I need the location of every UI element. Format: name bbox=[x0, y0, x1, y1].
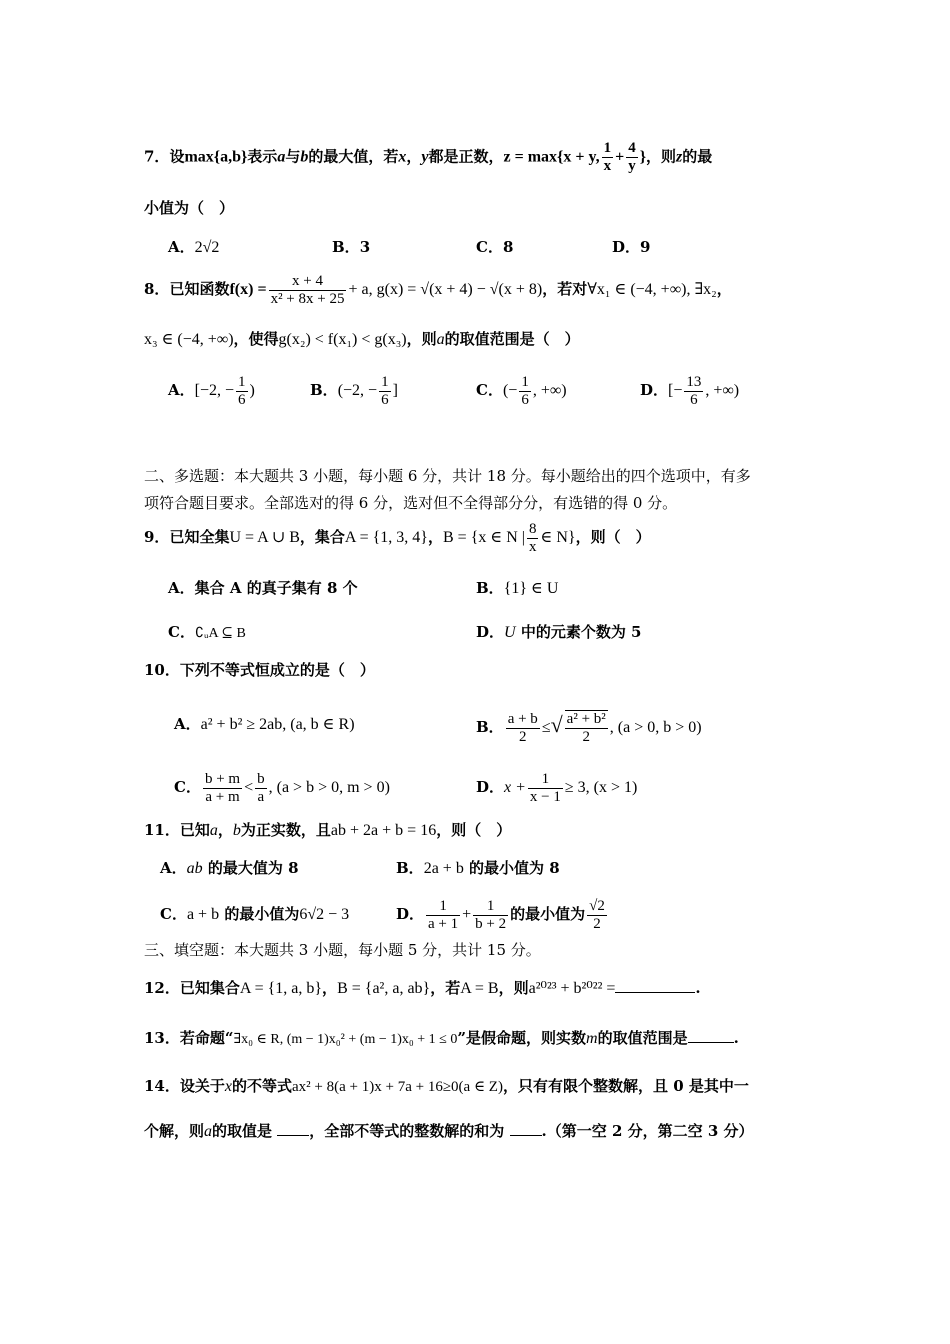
q7-math: a bbox=[277, 148, 286, 166]
q10-option-b: B． $\frac{a + b}{2}$ ≤√ $\frac{\text{a² + b²}}{2}$ , (a > 0, b > 0) bbox=[476, 710, 702, 745]
q8-option-a: A．[−2, − $\frac{1}{6}$ ) bbox=[168, 373, 255, 408]
q10-option-c: C． $\frac{b + m}{a + m}$ < $\frac{b}{a}$ , (a > b > 0, m > 0) bbox=[174, 770, 390, 805]
q10-option-d: D．x + $\frac{1}{x - 1}$ ≥ 3, (x > 1) bbox=[476, 770, 638, 805]
sqrt-icon: √ bbox=[550, 712, 563, 737]
q8-math: f(x) = bbox=[229, 281, 267, 298]
q7-option-d: D．9 bbox=[612, 238, 651, 256]
q7-option-b: B．3 bbox=[332, 238, 371, 256]
q11-option-a: A．ab 的最大值为 8 bbox=[160, 859, 299, 877]
q8-math: x₃ ∈ (−4, +∞) bbox=[144, 331, 234, 348]
q8-option-d: D．[− $\frac{13}{6}$ , +∞) bbox=[640, 373, 740, 408]
q7-text: 的最 bbox=[682, 147, 713, 166]
q13-line: 13．若命题“∃x₀ ∈ R, (m − 1)x₀² + (m − 1)x₀ + 1 ≤ 0”是假命题，则实数m的取值范围是 . bbox=[144, 1029, 739, 1047]
q7-fraction: $\frac{4}{y}$ bbox=[628, 140, 636, 174]
q9-math: U = A ∪ B bbox=[229, 529, 300, 546]
q8-number: 8． bbox=[144, 280, 170, 298]
section2-heading-cont: 项符合题目要求。全部选对的得 6 分，选对但不全得部分分，有选错的得 0 分。 bbox=[144, 494, 678, 512]
q11-line1: 11．已知a，b为正实数，且ab + 2a + b = 16，则（ ） bbox=[144, 821, 512, 839]
q8-fraction: $\frac{x + 4}{\text{x² + 8x + 25}}$ bbox=[270, 272, 345, 307]
q9-option-b: B．{1} ∈ U bbox=[476, 579, 559, 597]
q12-line: 12．已知集合A = {1, a, b}，B = {a², a, ab}，若A = B，则a²⁰²³ + b²⁰²² = . bbox=[144, 979, 701, 997]
q14-line1: 14．设关于x的不等式ax² + 8(a + 1)x + 7a + 16≥0(a ∈ Z)，只有有限个整数解，且 0 是其中一 bbox=[144, 1077, 749, 1095]
q9-math: B = {x ∈ N | bbox=[443, 529, 525, 546]
q14-number: 14． bbox=[144, 1077, 180, 1095]
q7-number: 7． bbox=[144, 147, 170, 166]
q12-number: 12． bbox=[144, 979, 180, 997]
q12-answer-blank[interactable] bbox=[615, 977, 695, 993]
q7-option-a: A．2√2 bbox=[168, 238, 220, 256]
q13-number: 13． bbox=[144, 1029, 180, 1047]
q7-line2: 小值为（ ） bbox=[144, 199, 235, 217]
q7-math: x bbox=[398, 148, 407, 166]
q11-number: 11． bbox=[144, 821, 180, 839]
q7-text: 与 bbox=[285, 147, 301, 166]
q7-text: ，则 bbox=[646, 147, 677, 166]
q9-line1: 9．已知全集U = A ∪ B，集合A = {1, 3, 4}，B = {x ∈ N | $\frac{8}{x}$ ∈ N}，则（ ） bbox=[144, 520, 651, 555]
q8-math: + a, g(x) = √(x + 4) − √(x + 8) bbox=[348, 281, 543, 298]
q7-math: z = max{x + y, bbox=[503, 148, 600, 166]
q11-option-c: C．a + b 的最小值为6√2 − 3 bbox=[160, 905, 350, 923]
q7-text: 都是正数， bbox=[428, 147, 504, 166]
q14-answer-blank-1[interactable] bbox=[277, 1120, 309, 1136]
q8-line2: x₃ ∈ (−4, +∞)，使得g(x₂) < f(x₁) < g(x₃)，则a的取值范围是（ ） bbox=[144, 330, 580, 348]
section2-heading: 二、多选题：本大题共 3 小题，每小题 6 分，共计 18 分。每小题给出的四个选项中，有多 bbox=[144, 467, 751, 485]
q7-math: max{a,b} bbox=[184, 148, 248, 166]
q11-option-d: D． $\frac{1}{a + 1}$ + $\frac{1}{b + 2}$ 的最小值为 $\frac{√2}{2}$ bbox=[396, 897, 605, 932]
q7-math: y bbox=[421, 148, 429, 166]
q8-option-b: B．(−2, − $\frac{1}{6}$ ] bbox=[310, 373, 398, 408]
section3-heading: 三、填空题：本大题共 3 小题，每小题 5 分，共计 15 分。 bbox=[144, 941, 541, 959]
q14-line2: 个解，则a的取值是 ，全部不等式的整数解的和为 .（第一空 2 分，第二空 3 分） bbox=[144, 1122, 754, 1140]
q10-number: 10． bbox=[144, 661, 180, 679]
q13-answer-blank[interactable] bbox=[688, 1027, 734, 1043]
q7-text: 设 bbox=[169, 147, 185, 166]
q7-option-c: C．8 bbox=[476, 238, 514, 256]
q14-answer-blank-2[interactable] bbox=[510, 1120, 542, 1136]
q8-math: g(x₂) < f(x₁) < g(x₃) bbox=[278, 331, 407, 348]
q7-fraction: $\frac{1}{x}$ bbox=[603, 140, 612, 174]
q7-text: 表示 bbox=[247, 147, 278, 166]
q8-math: ∀x₁ ∈ (−4, +∞), ∃x₂ bbox=[587, 281, 717, 298]
q9-option-c: C．∁ᵤA ⊆ B bbox=[168, 623, 246, 641]
q11-option-b: B．2a + b 的最小值为 8 bbox=[396, 859, 560, 877]
q10-option-a: A．a² + b² ≥ 2ab, (a, b ∈ R) bbox=[174, 715, 355, 733]
q7-math: b bbox=[300, 148, 309, 166]
q10-line1: 10．下列不等式恒成立的是（ ） bbox=[144, 661, 375, 679]
q7-line1: 7．设max{a,b}表示a与b的最大值，若x，y都是正数，z = max{x + y, $\frac{1}{x}$ + $\frac{4}{y}$ }，则z的最 bbox=[144, 140, 713, 174]
q9-math: A = {1, 3, 4} bbox=[344, 529, 428, 546]
q7-text: ， bbox=[406, 147, 422, 166]
q7-math: z bbox=[676, 148, 683, 166]
q9-number: 9． bbox=[144, 528, 170, 546]
q9-option-a: A．集合 A 的真子集有 8 个 bbox=[168, 579, 358, 597]
q9-option-d: D．U 中的元素个数为 5 bbox=[476, 623, 642, 641]
q8-option-c: C．(− $\frac{1}{6}$ , +∞) bbox=[476, 373, 567, 408]
q8-line1: 8．已知函数f(x) = $\frac{x + 4}{\text{x² + 8x + 25}}$ + a, g(x) = √(x + 4) − √(x + 8)，若对∀x₁ ∈ (−4, +∞), ∃x₂， bbox=[144, 272, 732, 307]
q7-text: 的最大值，若 bbox=[308, 147, 399, 166]
